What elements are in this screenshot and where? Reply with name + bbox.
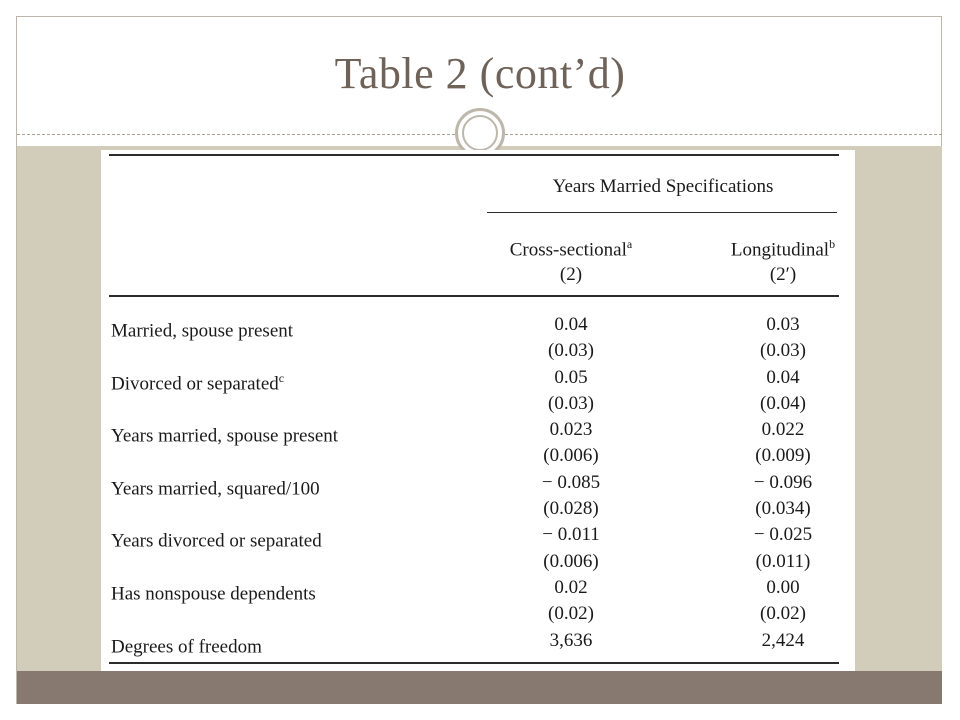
table-row xyxy=(101,391,855,417)
cross-sectional-value: (0.03) xyxy=(548,340,594,362)
longitudinal-value: 0.00 xyxy=(766,576,800,598)
header-rule xyxy=(109,295,839,297)
group-header: Years Married Specifications xyxy=(552,176,774,197)
cross-sectional-value: 3,636 xyxy=(549,629,593,651)
longitudinal-value: − 0.025 xyxy=(753,524,813,546)
row-label xyxy=(111,628,262,660)
slide-title: Table 2 (cont’d) xyxy=(334,49,626,98)
title-divider-left xyxy=(17,134,455,135)
column-footnote: a xyxy=(626,237,633,251)
table-row xyxy=(101,365,855,394)
cross-sectional-value: − 0.011 xyxy=(542,524,600,546)
longitudinal-value: − 0.096 xyxy=(753,471,813,493)
row-label-footnote: c xyxy=(278,370,285,385)
cross-sectional-value: (0.028) xyxy=(543,498,599,520)
table-body xyxy=(101,312,855,657)
row-label-text: Years divorced or separated xyxy=(111,530,322,552)
column-number: (2′) xyxy=(769,264,797,286)
column-number: (2) xyxy=(559,264,583,286)
longitudinal-value: (0.011) xyxy=(755,550,811,572)
cross-sectional-value: (0.02) xyxy=(548,603,594,625)
cross-sectional-value: 0.05 xyxy=(554,366,588,388)
cross-sectional-value: (0.03) xyxy=(548,392,594,414)
row-label-text: Married, spouse present xyxy=(111,320,294,342)
row-label-text: Years married, spouse present xyxy=(111,425,339,447)
table-row xyxy=(101,522,855,552)
row-label-text: Years married, squared/100 xyxy=(111,478,320,500)
longitudinal-value: (0.04) xyxy=(760,392,806,414)
column-header-cross-sectional xyxy=(476,232,666,287)
longitudinal-value: (0.02) xyxy=(760,603,806,625)
longitudinal-value: 0.022 xyxy=(761,419,805,441)
table-row xyxy=(101,601,855,627)
cross-sectional-value: (0.006) xyxy=(543,445,599,467)
regression-table xyxy=(101,150,855,671)
table-row xyxy=(101,575,855,605)
cross-sectional-value: 0.02 xyxy=(554,576,588,598)
row-label-text: Degrees of freedom xyxy=(111,635,262,657)
cross-sectional-value: (0.006) xyxy=(543,550,599,572)
column-footnote: b xyxy=(829,237,836,251)
column-name: Cross-sectional xyxy=(509,239,627,261)
row-label-text: Divorced or separated xyxy=(111,372,279,394)
cross-sectional-value: − 0.085 xyxy=(541,471,601,493)
longitudinal-value: (0.009) xyxy=(755,445,811,467)
cross-sectional-value: 0.023 xyxy=(549,419,593,441)
longitudinal-value: 0.03 xyxy=(766,314,800,335)
table-scan xyxy=(101,150,855,671)
title-divider-right xyxy=(505,134,942,135)
row-label-text: Has nonspouse dependents xyxy=(111,583,316,605)
bottom-rule xyxy=(109,662,839,664)
longitudinal-value: (0.034) xyxy=(755,498,811,520)
top-rule xyxy=(109,154,839,156)
column-name: Longitudinal xyxy=(730,239,830,261)
table-row xyxy=(101,470,855,500)
table-row xyxy=(101,628,855,657)
footer-bar xyxy=(17,671,942,704)
cross-sectional-value: 0.04 xyxy=(554,314,588,335)
column-header-longitudinal xyxy=(688,232,878,287)
table-row xyxy=(101,338,855,364)
table-row xyxy=(101,549,855,575)
table-row xyxy=(101,496,855,522)
longitudinal-value: 0.04 xyxy=(766,366,800,388)
table-row xyxy=(101,417,855,447)
longitudinal-value: 2,424 xyxy=(761,629,805,651)
table-row xyxy=(101,312,855,342)
table-row xyxy=(101,443,855,469)
longitudinal-value: (0.03) xyxy=(760,340,806,362)
group-underline xyxy=(487,212,837,213)
